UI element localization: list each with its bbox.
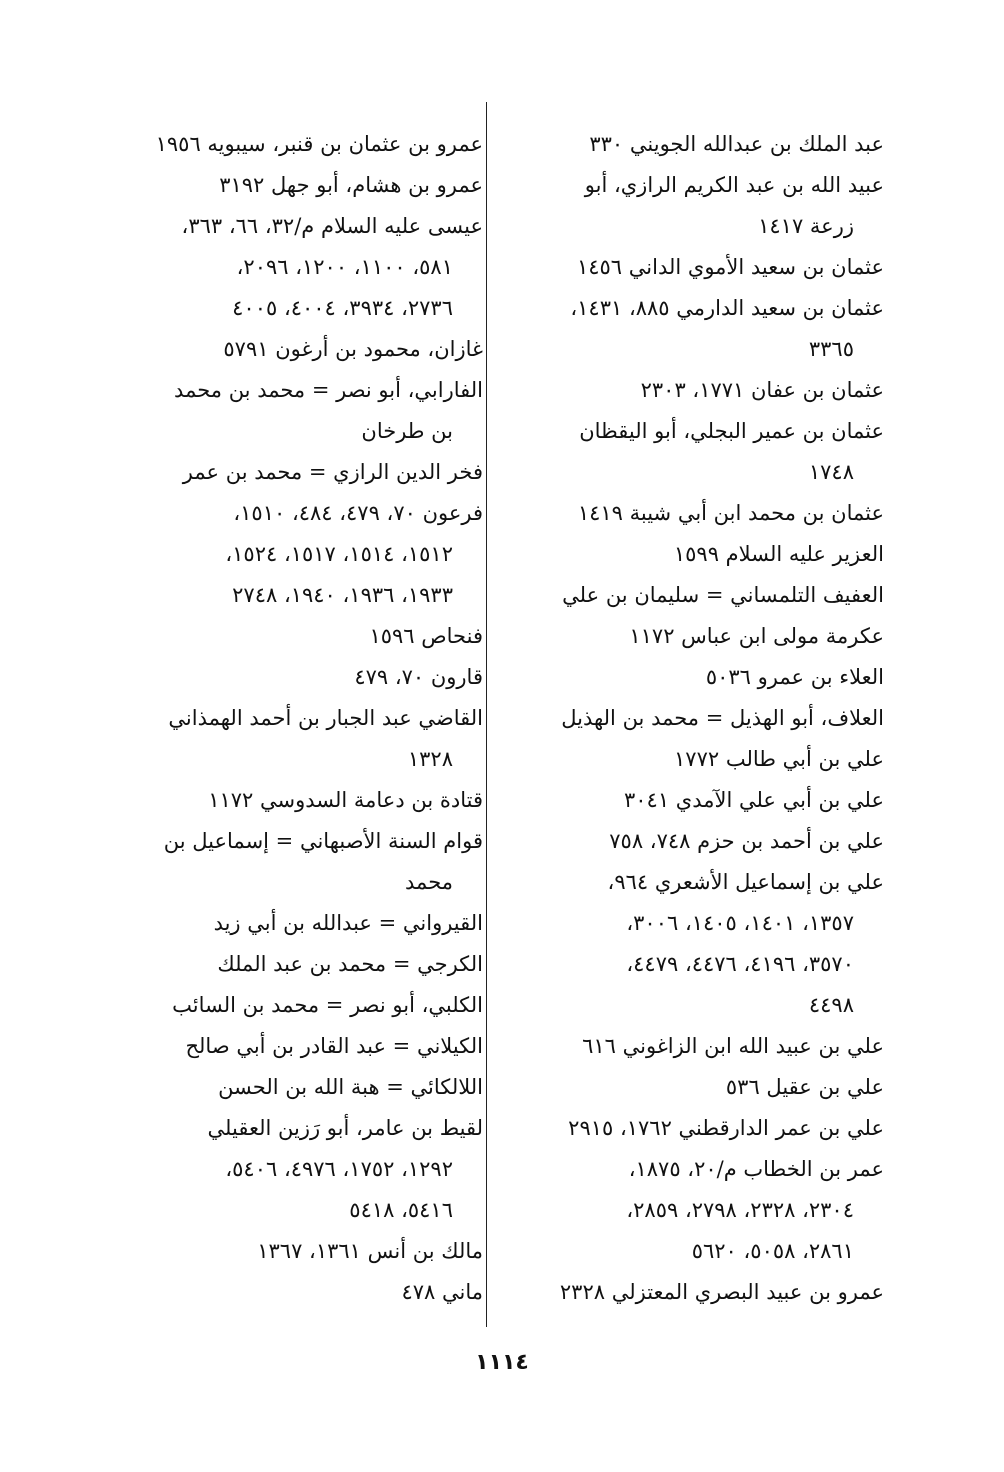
index-entry-line: ٤٤٩٨ — [808, 993, 854, 1017]
index-entry-line: زرعة ١٤١٧ — [758, 214, 854, 238]
index-entry-line: قارون ٧٠، ٤٧٩ — [354, 665, 483, 689]
index-entry-line: ٥٨١، ١١٠٠، ١٢٠٠، ٢٠٩٦، — [236, 255, 453, 279]
index-entry-line: علي بن أبي طالب ١٧٧٢ — [674, 747, 884, 771]
index-entry-line: عكرمة مولى ابن عباس ١١٧٢ — [629, 624, 884, 648]
index-entry-line: العلاف، أبو الهذيل = محمد بن الهذيل — [561, 706, 884, 730]
index-entry-line: القيرواني = عبدالله بن أبي زيد — [213, 911, 483, 935]
index-entry-line: ١٣٥٧، ١٤٠١، ١٤٠٥، ٣٠٠٦، — [626, 911, 854, 935]
index-entry-line: ٣٣٦٥ — [808, 337, 854, 361]
index-entry-line: ٢٨٦١، ٥٠٥٨، ٥٦٢٠ — [691, 1239, 854, 1263]
index-entry-line: عمرو بن عبيد البصري المعتزلي ٢٣٢٨ — [559, 1280, 884, 1304]
index-entry-line: عثمان بن عفان ١٧٧١، ٢٣٠٣ — [640, 378, 884, 402]
index-entry-line: ٣٥٧٠، ٤١٩٦، ٤٤٧٦، ٤٤٧٩، — [626, 952, 854, 976]
index-entry-line: القاضي عبد الجبار بن أحمد الهمذاني — [168, 706, 483, 730]
index-entry-line: فخر الدين الرازي = محمد بن عمر — [182, 460, 483, 484]
index-entry-line: عمرو بن هشام، أبو جهل ٣١٩٢ — [219, 173, 483, 197]
index-column-left — [83, 124, 483, 1313]
page-number: ١١١٤ — [475, 1350, 529, 1375]
index-entry-line: ١٧٤٨ — [808, 460, 854, 484]
index-entry-line: محمد — [405, 870, 453, 894]
index-entry-line: عثمان بن سعيد الأموي الداني ١٤٥٦ — [576, 255, 884, 279]
index-entry-line: العزير عليه السلام ١٥٩٩ — [673, 542, 884, 566]
index-entry-line: الكلبي، أبو نصر = محمد بن السائب — [172, 993, 483, 1017]
index-entry-line: علي بن أبي علي الآمدي ٣٠٤١ — [623, 788, 884, 812]
index-entry-line: الكيلاني = عبد القادر بن أبي صالح — [185, 1034, 483, 1058]
index-entry-line: مالك بن أنس ١٣٦١، ١٣٦٧ — [257, 1239, 483, 1263]
index-entry-line: عمرو بن عثمان بن قنبر، سيبويه ١٩٥٦ — [155, 132, 483, 156]
index-entry-line: العلاء بن عمرو ٥٠٣٦ — [705, 665, 884, 689]
index-column-right — [496, 124, 884, 1313]
index-entry-line: عثمان بن عمير البجلي، أبو اليقظان — [579, 419, 884, 443]
index-entry-line: ١٩٣٣، ١٩٣٦، ١٩٤٠، ٢٧٤٨ — [232, 583, 453, 607]
index-entry-line: عبيد الله بن عبد الكريم الرازي، أبو — [584, 173, 884, 197]
index-entry-line: ٢٧٣٦، ٣٩٣٤، ٤٠٠٤، ٤٠٠٥ — [232, 296, 453, 320]
index-entry-line: ١٢٩٢، ١٧٥٢، ٤٩٧٦، ٥٤٠٦، — [225, 1157, 453, 1181]
index-entry-line: لقيط بن عامر، أبو رَزين العقيلي — [207, 1116, 483, 1140]
index-entry-line: عيسى عليه السلام م/٣٢، ٦٦، ٣٦٣، — [181, 214, 483, 238]
index-entry-line: ٢٣٠٤، ٢٣٢٨، ٢٧٩٨، ٢٨٥٩، — [626, 1198, 854, 1222]
index-entry-line: العفيف التلمساني = سليمان بن علي — [562, 583, 884, 607]
column-divider — [486, 102, 487, 1327]
index-entry-line: علي بن عبيد الله ابن الزاغوني ٦١٦ — [582, 1034, 884, 1058]
index-entry-line: علي بن أحمد بن حزم ٧٤٨، ٧٥٨ — [609, 829, 884, 853]
index-entry-line: عمر بن الخطاب م/٢٠، ١٨٧٥، — [628, 1157, 884, 1181]
index-entry-line: بن طرخان — [361, 419, 453, 443]
index-entry-line: غازان، محمود بن أرغون ٥٧٩١ — [223, 337, 483, 361]
index-entry-line: الكرجي = محمد بن عبد الملك — [217, 952, 483, 976]
index-entry-line: قوام السنة الأصبهاني = إسماعيل بن — [163, 829, 483, 853]
index-entry-line: ١٥١٢، ١٥١٤، ١٥١٧، ١٥٢٤، — [225, 542, 453, 566]
index-entry-line: ٥٤١٦، ٥٤١٨ — [349, 1198, 453, 1222]
index-entry-line: فرعون ٧٠، ٤٧٩، ٤٨٤، ١٥١٠، — [233, 501, 483, 525]
index-entry-line: علي بن عقيل ٥٣٦ — [725, 1075, 884, 1099]
index-entry-line: فنحاص ١٥٩٦ — [369, 624, 483, 648]
index-entry-line: عبد الملك بن عبدالله الجويني ٣٣٠ — [589, 132, 884, 156]
index-entry-line: الفارابي، أبو نصر = محمد بن محمد — [174, 378, 483, 402]
index-entry-line: اللالكائي = هبة الله بن الحسن — [218, 1075, 483, 1099]
index-entry-line: ١٣٢٨ — [407, 747, 453, 771]
index-entry-line: علي بن عمر الدارقطني ١٧٦٢، ٢٩١٥ — [568, 1116, 884, 1140]
index-entry-line: عثمان بن محمد ابن أبي شيبة ١٤١٩ — [577, 501, 884, 525]
index-entry-line: قتادة بن دعامة السدوسي ١١٧٢ — [208, 788, 483, 812]
index-entry-line: ماني ٤٧٨ — [401, 1280, 483, 1304]
index-entry-line: علي بن إسماعيل الأشعري ٩٦٤، — [607, 870, 884, 894]
index-entry-line: عثمان بن سعيد الدارمي ٨٨٥، ١٤٣١، — [570, 296, 884, 320]
